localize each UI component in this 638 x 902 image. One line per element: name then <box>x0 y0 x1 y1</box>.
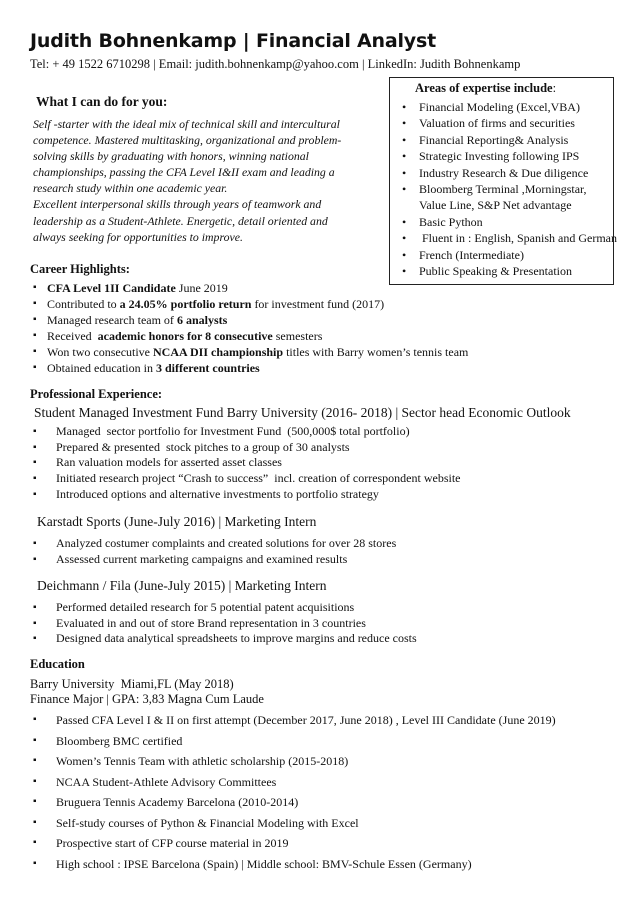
role-list <box>33 600 417 647</box>
education-title: Education <box>30 657 85 671</box>
role-heading: Karstadt Sports (June-July 2016) | Marketing Intern <box>37 514 317 529</box>
expertise-item: • Bloomberg Terminal ,Morningstar, Value Line, S&P Net advantage <box>399 181 599 214</box>
can-do-text <box>33 116 353 245</box>
highlight-item: ▪ Received academic honors for 8 consecutive semesters <box>33 328 468 344</box>
role-item: ▪ Introduced options and alternative investments to portfolio strategy <box>33 487 461 503</box>
expertise-item: • Fluent in : English, Spanish and German <box>399 230 619 246</box>
can-do-paragraph: Self -starter with the ideal mix of technical skill and intercultural competence. Mastered multitasking, organizational and problem-solving skills by graduating with honors, winning national championships, passing the CFA Level I&II exam and leading a research study within one academic year. <box>33 117 342 196</box>
role-item: ▪ Initiated research project “Crash to success” incl. creation of correspondent website <box>33 471 461 487</box>
role-item: ▪ Evaluated in and out of store Brand representation in 3 countries <box>33 616 417 632</box>
expertise-title: Areas of expertise include: <box>415 81 557 95</box>
role-list <box>33 424 461 503</box>
education-degree: Finance Major | GPA: 3,83 Magna Cum Laude <box>30 692 264 706</box>
expertise-item: • Industry Research & Due diligence <box>399 165 619 181</box>
role-item: ▪ Designed data analytical spreadsheets to improve margins and reduce costs <box>33 631 417 647</box>
expertise-item: • Strategic Investing following IPS <box>399 148 619 164</box>
expertise-item: • Basic Python <box>399 214 619 230</box>
page-title: Judith Bohnenkamp | Financial Analyst <box>30 30 436 52</box>
role-item: ▪ Managed sector portfolio for Investment Fund (500,000$ total portfolio) <box>33 424 461 440</box>
expertise-item: • Financial Modeling (Excel,VBA) <box>399 99 619 115</box>
role-list <box>33 536 396 567</box>
can-do-paragraph: Excellent interpersonal skills through years of teamwork and leadership as a Student-Athlete. Energetic, detail oriented and always seeking for opportunities to improve. <box>33 197 328 244</box>
role-heading: Deichmann / Fila (June-July 2015) | Marketing Intern <box>37 578 327 593</box>
highlight-item: ▪ Obtained education in 3 different countries <box>33 360 468 376</box>
role-item: ▪ Ran valuation models for asserted asset classes <box>33 455 461 471</box>
education-list <box>33 710 556 874</box>
highlight-item: ▪ CFA Level 1II Candidate June 2019 <box>33 280 468 296</box>
role-heading: Student Managed Investment Fund Barry University (2016- 2018) | Sector head Economic Outlook <box>34 405 571 420</box>
role-item: ▪ Prepared & presented stock pitches to a group of 30 analysts <box>33 440 461 456</box>
role-item: ▪ Assessed current marketing campaigns and examined results <box>33 552 396 568</box>
can-do-title: What I can do for you: <box>36 94 168 109</box>
expertise-item: • Financial Reporting& Analysis <box>399 132 619 148</box>
education-item: ▪ NCAA Student-Athlete Advisory Committees <box>33 772 556 793</box>
role-item: ▪ Analyzed costumer complaints and created solutions for over 28 stores <box>33 536 396 552</box>
education-item: ▪ Women’s Tennis Team with athletic scholarship (2015-2018) <box>33 751 556 772</box>
education-school: Barry University Miami,FL (May 2018) <box>30 677 234 691</box>
highlight-item: ▪ Won two consecutive NCAA DII championship titles with Barry women’s tennis team <box>33 344 468 360</box>
highlights-list <box>33 280 468 377</box>
education-item: ▪ Self-study courses of Python & Financial Modeling with Excel <box>33 813 556 834</box>
education-item: ▪ Bruguera Tennis Academy Barcelona (2010-2014) <box>33 792 556 813</box>
experience-title: Professional Experience: <box>30 387 163 401</box>
highlight-item: ▪ Managed research team of 6 analysts <box>33 312 468 328</box>
education-item: ▪ Prospective start of CFP course material in 2019 <box>33 833 556 854</box>
education-item: ▪ Passed CFA Level I & II on first attempt (December 2017, June 2018) , Level III Candidate (June 2019) <box>33 710 556 731</box>
education-item: ▪ High school : IPSE Barcelona (Spain) | Middle school: BMV-Schule Essen (Germany) <box>33 854 556 875</box>
expertise-list <box>399 99 619 279</box>
expertise-item: • French (Intermediate) <box>399 247 619 263</box>
education-item: ▪ Bloomberg BMC certified <box>33 731 556 752</box>
expertise-item: • Valuation of firms and securities <box>399 115 619 131</box>
contact-line: Tel: + 49 1522 6710298 | Email: judith.bohnenkamp@yahoo.com | LinkedIn: Judith Bohnenkamp <box>30 57 521 71</box>
highlight-item: ▪ Contributed to a 24.05% portfolio return for investment fund (2017) <box>33 296 468 312</box>
expertise-item: • Public Speaking & Presentation <box>399 263 619 279</box>
highlights-title: Career Highlights: <box>30 262 130 276</box>
role-item: ▪ Performed detailed research for 5 potential patent acquisitions <box>33 600 417 616</box>
